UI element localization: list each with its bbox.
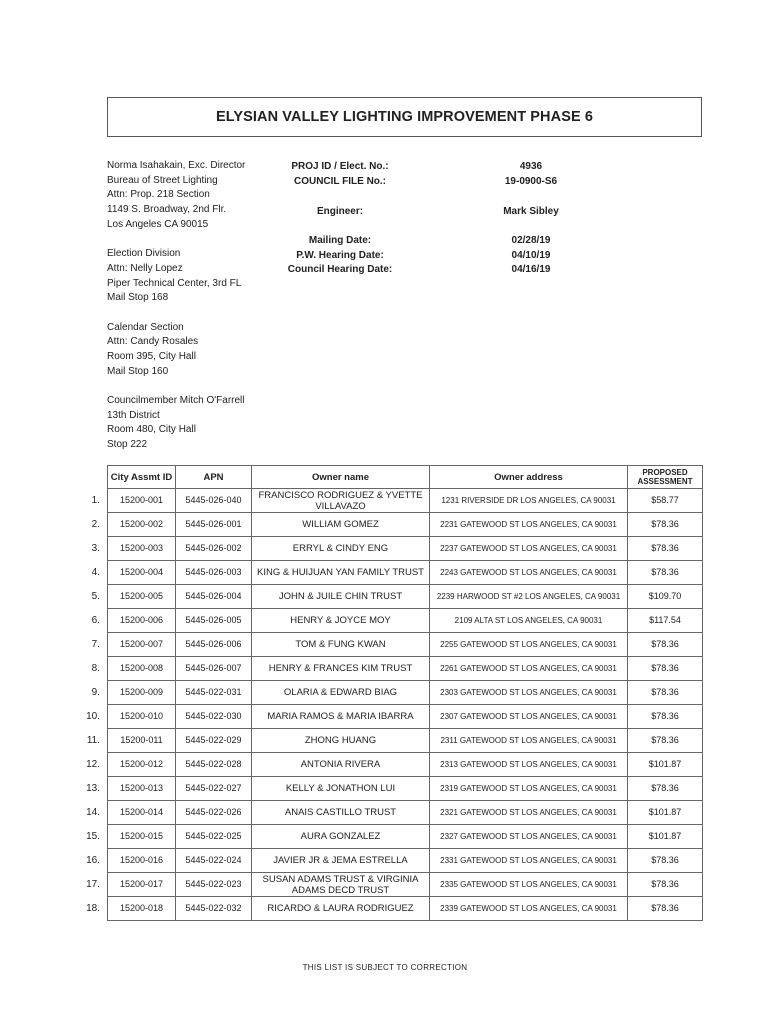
- council-file-value: 19-0900-S6: [504, 176, 558, 187]
- assessment-cell: $78.36: [628, 561, 703, 585]
- row-number: 13.: [86, 782, 100, 794]
- row-number: 18.: [86, 902, 100, 914]
- apn-cell: 5445-022-026: [176, 801, 252, 825]
- owner-address-cell: 2319 GATEWOOD ST LOS ANGELES, CA 90031: [430, 777, 628, 801]
- assessment-cell: $78.36: [628, 657, 703, 681]
- assessment-cell: $78.36: [628, 873, 703, 897]
- row-number: 8.: [91, 662, 100, 674]
- row-number: 12.: [86, 758, 100, 770]
- engineer-value: Mark Sibley: [503, 206, 559, 217]
- assessment-cell: $78.36: [628, 897, 703, 921]
- mailing-date-value: 02/28/19: [511, 235, 551, 246]
- address-block: [107, 159, 287, 467]
- city-assmt-id-cell: 15200-015: [108, 825, 176, 849]
- city-assmt-id-cell: 15200-007: [108, 633, 176, 657]
- assessment-cell: $78.36: [628, 681, 703, 705]
- assessment-cell: $78.36: [628, 537, 703, 561]
- address-line: Stop 222: [107, 439, 148, 451]
- city-assmt-id-cell: 15200-010: [108, 705, 176, 729]
- council-hearing-label: Council Hearing Date:: [287, 264, 393, 275]
- table-row: [108, 537, 703, 561]
- table-header-row: [108, 466, 703, 489]
- apn-cell: 5445-026-006: [176, 633, 252, 657]
- correction-notice: THIS LIST IS SUBJECT TO CORRECTION: [302, 963, 468, 972]
- owner-address-cell: 2331 GATEWOOD ST LOS ANGELES, CA 90031: [430, 849, 628, 873]
- apn-cell: 5445-022-024: [176, 849, 252, 873]
- owner-name-cell: JOHN & JUILE CHIN TRUST: [252, 585, 430, 609]
- row-number: 7.: [91, 638, 100, 650]
- header-owner-address: Owner address: [430, 466, 628, 489]
- city-assmt-id-cell: 15200-013: [108, 777, 176, 801]
- owner-name-cell: ERRYL & CINDY ENG: [252, 537, 430, 561]
- owner-address-cell: 2327 GATEWOOD ST LOS ANGELES, CA 90031: [430, 825, 628, 849]
- owner-name-cell: HENRY & JOYCE MOY: [252, 609, 430, 633]
- owner-address-cell: 2311 GATEWOOD ST LOS ANGELES, CA 90031: [430, 729, 628, 753]
- row-number: 11.: [86, 734, 100, 746]
- owner-name-cell: KING & HUIJUAN YAN FAMILY TRUST: [252, 561, 430, 585]
- assessment-cell: $78.36: [628, 705, 703, 729]
- owner-address-cell: 1231 RIVERSIDE DR LOS ANGELES, CA 90031: [430, 489, 628, 513]
- proj-id-value: 4936: [519, 161, 543, 172]
- apn-cell: 5445-026-003: [176, 561, 252, 585]
- address-line: Attn: Prop. 218 Section: [107, 189, 210, 201]
- assessment-cell: $109.70: [628, 585, 703, 609]
- apn-cell: 5445-026-007: [176, 657, 252, 681]
- apn-cell: 5445-026-040: [176, 489, 252, 513]
- address-line: Room 395, City Hall: [107, 351, 196, 363]
- owner-name-cell: RICARDO & LAURA RODRIGUEZ: [252, 897, 430, 921]
- row-number: 2.: [91, 518, 100, 530]
- table-row: [108, 873, 703, 897]
- owner-address-cell: 2261 GATEWOOD ST LOS ANGELES, CA 90031: [430, 657, 628, 681]
- council-hearing-value: 04/16/19: [511, 264, 551, 275]
- city-assmt-id-cell: 15200-006: [108, 609, 176, 633]
- table-row: [108, 657, 703, 681]
- city-assmt-id-cell: 15200-008: [108, 657, 176, 681]
- table-row: [108, 849, 703, 873]
- table-body: [108, 489, 703, 921]
- assessment-cell: $78.36: [628, 849, 703, 873]
- owner-name-cell: KELLY & JONATHON LUI: [252, 777, 430, 801]
- owner-address-cell: 2243 GATEWOOD ST LOS ANGELES, CA 90031: [430, 561, 628, 585]
- address-line: Bureau of Street Lighting: [107, 174, 218, 186]
- city-assmt-id-cell: 15200-009: [108, 681, 176, 705]
- apn-cell: 5445-026-005: [176, 609, 252, 633]
- row-number: 5.: [91, 590, 100, 602]
- table-row: [108, 489, 703, 513]
- address-line: Piper Technical Center, 3rd FL: [107, 277, 242, 289]
- owner-name-cell: MARIA RAMOS & MARIA IBARRA: [252, 705, 430, 729]
- header-owner-name: Owner name: [252, 466, 430, 489]
- address-line: 13th District: [107, 409, 160, 421]
- city-assmt-id-cell: 15200-018: [108, 897, 176, 921]
- city-assmt-id-cell: 15200-004: [108, 561, 176, 585]
- row-number: 9.: [91, 686, 100, 698]
- address-line: Mail Stop 168: [107, 292, 169, 304]
- apn-cell: 5445-026-002: [176, 537, 252, 561]
- address-line: Los Angeles CA 90015: [107, 218, 209, 230]
- table-row: [108, 705, 703, 729]
- city-assmt-id-cell: 15200-002: [108, 513, 176, 537]
- address-councilmember: [107, 394, 287, 453]
- row-number: 10.: [86, 710, 100, 722]
- owner-address-cell: 2239 HARWOOD ST #2 LOS ANGELES, CA 90031: [430, 585, 628, 609]
- city-assmt-id-cell: 15200-003: [108, 537, 176, 561]
- owner-address-cell: 2255 GATEWOOD ST LOS ANGELES, CA 90031: [430, 633, 628, 657]
- address-calendar-section: [107, 321, 287, 380]
- owner-address-cell: 2307 GATEWOOD ST LOS ANGELES, CA 90031: [430, 705, 628, 729]
- proj-id-label: PROJ ID / Elect. No.:: [291, 161, 389, 172]
- owner-name-cell: WILLIAM GOMEZ: [252, 513, 430, 537]
- row-number: 1.: [91, 494, 100, 506]
- header-proposed-assessment: PROPOSED ASSESSMENT: [628, 466, 703, 489]
- row-number: 6.: [91, 614, 100, 626]
- assessment-cell: $101.87: [628, 753, 703, 777]
- header-apn: APN: [176, 466, 252, 489]
- address-line: Mail Stop 160: [107, 365, 169, 377]
- assessment-cell: $101.87: [628, 801, 703, 825]
- apn-cell: 5445-022-023: [176, 873, 252, 897]
- table-row: [108, 681, 703, 705]
- apn-cell: 5445-022-028: [176, 753, 252, 777]
- address-line: 1149 S. Broadway, 2nd Flr.: [107, 204, 227, 216]
- owner-name-cell: ZHONG HUANG: [252, 729, 430, 753]
- city-assmt-id-cell: 15200-012: [108, 753, 176, 777]
- owner-address-cell: 2231 GATEWOOD ST LOS ANGELES, CA 90031: [430, 513, 628, 537]
- table-row: [108, 729, 703, 753]
- apn-cell: 5445-022-027: [176, 777, 252, 801]
- assessment-cell: $101.87: [628, 825, 703, 849]
- owner-name-cell: HENRY & FRANCES KIM TRUST: [252, 657, 430, 681]
- assessment-cell: $78.36: [628, 777, 703, 801]
- owner-name-cell: JAVIER JR & JEMA ESTRELLA: [252, 849, 430, 873]
- table-row: [108, 753, 703, 777]
- owner-address-cell: 2313 GATEWOOD ST LOS ANGELES, CA 90031: [430, 753, 628, 777]
- owner-address-cell: 2237 GATEWOOD ST LOS ANGELES, CA 90031: [430, 537, 628, 561]
- apn-cell: 5445-022-025: [176, 825, 252, 849]
- owner-address-cell: 2335 GATEWOOD ST LOS ANGELES, CA 90031: [430, 873, 628, 897]
- address-line: Election Division: [107, 248, 181, 260]
- assessment-cell: $58.77: [628, 489, 703, 513]
- address-line: Room 480, City Hall: [107, 424, 196, 436]
- address-line: Attn: Nelly Lopez: [107, 262, 183, 274]
- owner-address-cell: 2109 ALTA ST LOS ANGELES, CA 90031: [430, 609, 628, 633]
- mailing-date-label: Mailing Date:: [308, 235, 372, 246]
- table-row: [108, 825, 703, 849]
- apn-cell: 5445-022-030: [176, 705, 252, 729]
- engineer-label: Engineer:: [316, 206, 364, 217]
- row-number: 15.: [86, 830, 100, 842]
- row-number: 17.: [86, 878, 100, 890]
- address-line: Councilmember Mitch O'Farrell: [107, 395, 245, 407]
- owner-name-cell: ANTONIA RIVERA: [252, 753, 430, 777]
- header-city-assmt-id: City Assmt ID: [108, 466, 176, 489]
- table-row: [108, 513, 703, 537]
- pw-hearing-label: P.W. Hearing Date:: [296, 250, 384, 261]
- address-line: Calendar Section: [107, 321, 184, 333]
- city-assmt-id-cell: 15200-011: [108, 729, 176, 753]
- owner-name-cell: SUSAN ADAMS TRUST & VIRGINIA ADAMS DECD TRUST: [252, 873, 430, 897]
- address-line: Attn: Candy Rosales: [107, 336, 199, 348]
- assessment-table: [107, 465, 703, 921]
- council-file-label: COUNCIL FILE No.:: [293, 176, 387, 187]
- row-number: 14.: [86, 806, 100, 818]
- address-line: Norma Isahakain, Exc. Director: [107, 160, 246, 171]
- city-assmt-id-cell: 15200-014: [108, 801, 176, 825]
- city-assmt-id-cell: 15200-016: [108, 849, 176, 873]
- owner-address-cell: 2321 GATEWOOD ST LOS ANGELES, CA 90031: [430, 801, 628, 825]
- owner-name-cell: FRANCISCO RODRIGUEZ & YVETTE VILLAVAZO: [252, 489, 430, 513]
- assessment-cell: $78.36: [628, 633, 703, 657]
- owner-address-cell: 2303 GATEWOOD ST LOS ANGELES, CA 90031: [430, 681, 628, 705]
- apn-cell: 5445-022-031: [176, 681, 252, 705]
- city-assmt-id-cell: 15200-017: [108, 873, 176, 897]
- table-row: [108, 777, 703, 801]
- assessment-cell: $78.36: [628, 729, 703, 753]
- table-row: [108, 585, 703, 609]
- row-number: 4.: [91, 566, 100, 578]
- pw-hearing-value: 04/10/19: [511, 250, 551, 261]
- apn-cell: 5445-022-029: [176, 729, 252, 753]
- owner-name-cell: OLARIA & EDWARD BIAG: [252, 681, 430, 705]
- row-number: 16.: [86, 854, 100, 866]
- address-election-division: [107, 247, 287, 306]
- owner-address-cell: 2339 GATEWOOD ST LOS ANGELES, CA 90031: [430, 897, 628, 921]
- owner-name-cell: ANAIS CASTILLO TRUST: [252, 801, 430, 825]
- table-row: [108, 609, 703, 633]
- owner-name-cell: AURA GONZALEZ: [252, 825, 430, 849]
- table-row: [108, 633, 703, 657]
- city-assmt-id-cell: 15200-005: [108, 585, 176, 609]
- owner-name-cell: TOM & FUNG KWAN: [252, 633, 430, 657]
- apn-cell: 5445-022-032: [176, 897, 252, 921]
- assessment-cell: $117.54: [628, 609, 703, 633]
- table-row: [108, 897, 703, 921]
- table-row: [108, 561, 703, 585]
- table-row: [108, 801, 703, 825]
- row-number: 3.: [91, 542, 100, 554]
- city-assmt-id-cell: 15200-001: [108, 489, 176, 513]
- apn-cell: 5445-026-001: [176, 513, 252, 537]
- address-street-lighting: [107, 159, 287, 233]
- document-title: ELYSIAN VALLEY LIGHTING IMPROVEMENT PHASE 6: [107, 97, 702, 137]
- assessment-cell: $78.36: [628, 513, 703, 537]
- apn-cell: 5445-026-004: [176, 585, 252, 609]
